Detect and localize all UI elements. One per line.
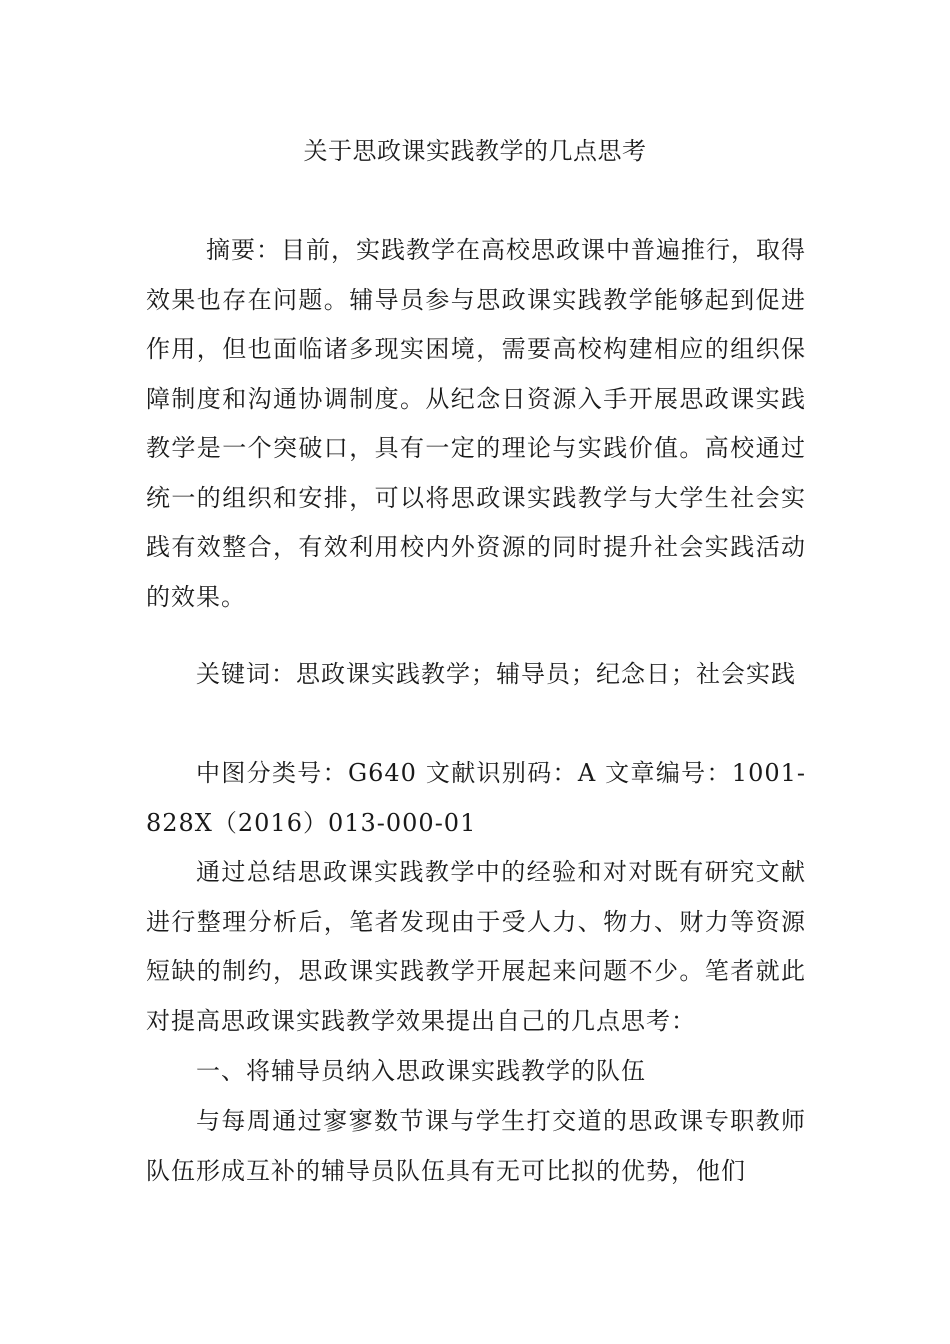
document-title: 关于思政课实践教学的几点思考 <box>303 137 647 165</box>
keywords-paragraph: 关键词：思政课实践教学；辅导员；纪念日；社会实践 <box>196 660 796 688</box>
body-paragraph: 通过总结思政课实践教学中的经验和对对既有研究文献进行整理分析后，笔者发现由于受人力、物力、财力等资源短缺的制约，思政课实践教学开展起来问题不少。笔者就此对提高思政课实践教学效果提出自己的几点思考： <box>146 858 806 1035</box>
body-paragraph: 与每周通过寥寥数节课与学生打交道的思政课专职教师队伍形成互补的辅导员队伍具有无可比拟的优势，他们 <box>146 1107 806 1185</box>
abstract-paragraph: 摘要：目前，实践教学在高校思政课中普遍推行，取得效果也存在问题。辅导员参与思政课实践教学能够起到促进作用，但也面临诸多现实困境，需要高校构建相应的组织保障制度和沟通协调制度。从纪念日资源入手开展思政课实践教学是一个突破口，具有一定的理论与实践价值。高校通过统一的组织和安排，可以将思政课实践教学与大学生社会实践有效整合，有效利用校内外资源的同时提升社会实践活动的效果。 <box>146 236 806 611</box>
section-heading: 一、将辅导员纳入思政课实践教学的队伍 <box>196 1057 646 1085</box>
classification-paragraph: 中图分类号：G640 文献识别码：A 文章编号：1001-828X（2016）013-000-01 <box>146 759 806 837</box>
